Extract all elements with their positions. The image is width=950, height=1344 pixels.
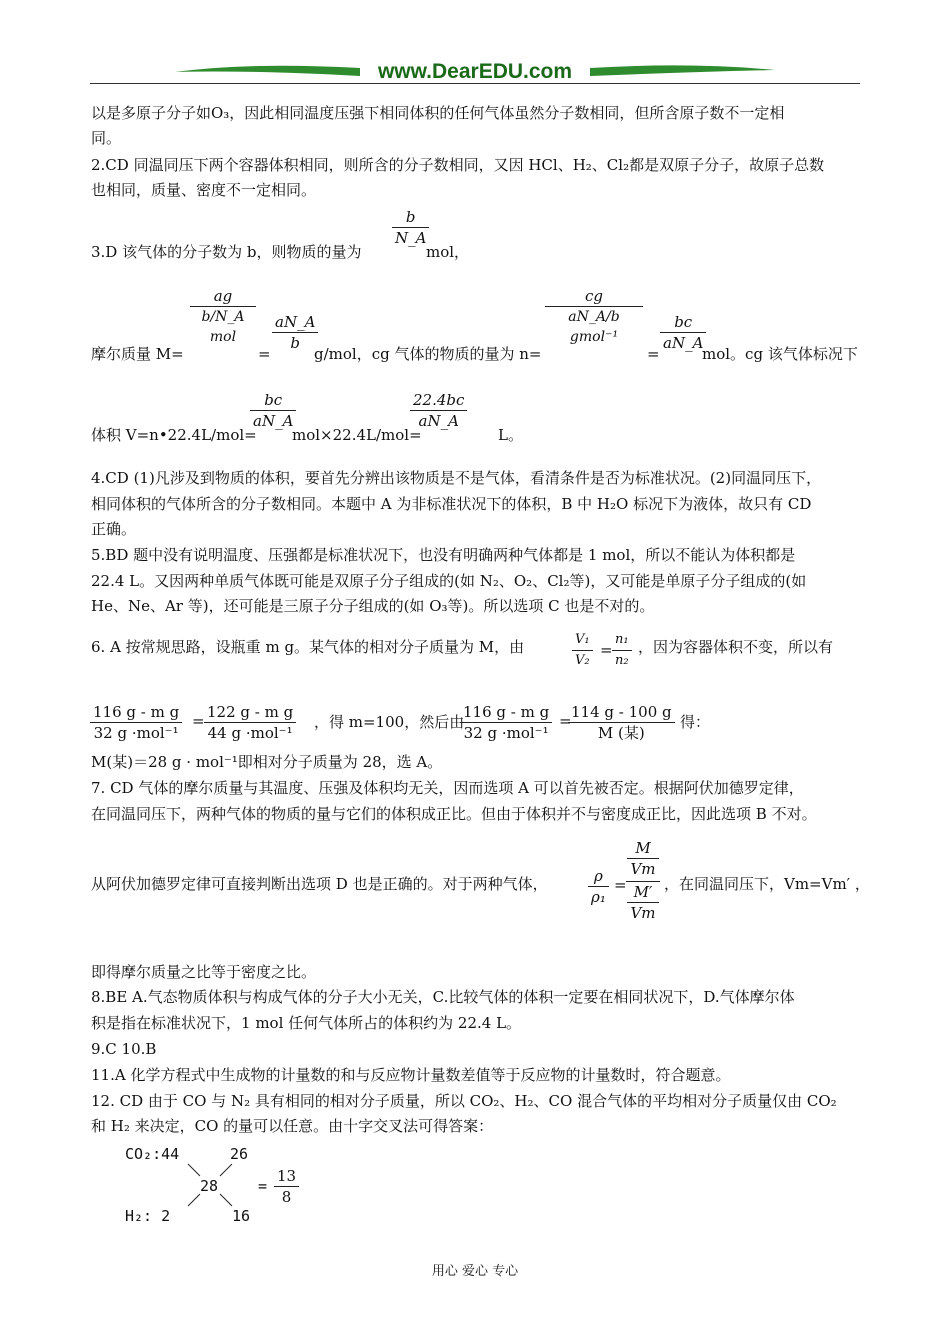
frac-den: aN_A/b gmol⁻¹ [568, 309, 620, 345]
text-span: 得： [680, 713, 711, 731]
frac-den: ρ₁ [591, 888, 606, 906]
text-span: ，因为容器体积不变，所以有 [638, 638, 834, 656]
equals-sign: = [192, 712, 205, 730]
frac-num: M′ [627, 882, 658, 903]
frac-den: aN_A [418, 412, 459, 430]
text-span: mol， [426, 243, 470, 261]
cross-result-eq: = [258, 1177, 268, 1195]
fraction-eq1-right [204, 702, 296, 743]
frac-num: ρ [588, 866, 609, 887]
fraction-b-over-NA [392, 207, 429, 248]
text-span: 6. A 按常规思路，设瓶重 m g。某气体的相对分子质量为 M，由 [91, 638, 525, 656]
frac-num: ag [190, 286, 256, 307]
text-span: 从阿伏加德罗定律可直接判断出选项 D 也是正确的。对于两种气体， [91, 875, 548, 893]
text-line: 正确。 [91, 520, 137, 538]
frac-den: b [290, 334, 300, 352]
text-span: 3.D 该气体的分子数为 b，则物质的量为 [91, 243, 362, 261]
text-span: mol×22.4L/mol= [292, 426, 422, 444]
frac-den: Vm [630, 860, 656, 878]
fraction-eq2-right [568, 702, 675, 743]
cross-top-right: 26 [230, 1145, 249, 1163]
text-line [91, 242, 361, 262]
frac-num: 116 g - m g [460, 702, 552, 723]
text-span: ，得 m=100，然后由 [314, 713, 465, 731]
text-line: He、Ne、Ar 等)，还可能是三原子分子组成的(如 O₃等)。所以选项 C 也是不对的。 [91, 597, 655, 615]
fraction-n1-n2 [612, 630, 632, 671]
cross-mid: 28 [200, 1177, 219, 1195]
frac-num: V₁ [572, 630, 593, 651]
text-line: 11.A 化学方程式中生成物的计量数的和与反应物计量数差值等于反应物的计量数时，符合题意。 [91, 1066, 731, 1084]
equals-sign: = [559, 712, 572, 730]
frac-den: V₂ [575, 653, 590, 668]
fraction-rho [588, 866, 609, 907]
frac-num: 116 g - m g [90, 702, 182, 723]
equals-sign: = [600, 641, 613, 659]
complex-fraction-2 [545, 286, 643, 347]
frac-den: N_A [395, 229, 427, 247]
text-line: 相同体积的气体所含的分子数相同。本题中 A 为非标准状况下的体积，B 中 H₂O 标况下为液体，故只有 CD [91, 495, 812, 513]
frac-num: 22.4bc [410, 390, 467, 411]
fraction-224bc-over-aNA [410, 390, 467, 431]
text-line: 同。 [91, 129, 122, 147]
text-line: M(某)＝28 g · mol⁻¹即相对分子质量为 28，选 A。 [91, 753, 443, 771]
frac-den: 8 [281, 1188, 292, 1206]
fraction-eq1-left [90, 702, 182, 743]
page-footer: 用心 爱心 专心 [431, 1264, 519, 1279]
text-span: L。 [498, 426, 523, 444]
cross-result-fraction [274, 1166, 299, 1207]
frac-num: bc [250, 390, 296, 411]
frac-den: aN_A [253, 412, 294, 430]
text-line: 9.C 10.B [91, 1040, 157, 1058]
text-line: 即得摩尔质量之比等于密度之比。 [91, 963, 317, 981]
text-line: 也相同，质量、密度不一定相同。 [91, 181, 317, 199]
frac-den: b/N_A mol [201, 309, 245, 345]
text-line: 和 H₂ 来决定，CO 的量可以任意。由十字交叉法可得答案： [91, 1117, 494, 1135]
text-line: 7. CD 气体的摩尔质量与其温度、压强及体积均无关，因而选项 A 可以首先被否定。根据阿伏加德罗定律， [91, 779, 804, 797]
text-line: 4.CD (1)凡涉及到物质的体积，要首先分辨出该物质是不是气体，看清条件是否为标准状况。(2)同温同压下， [91, 469, 822, 487]
frac-num: M [627, 838, 658, 859]
text-span: mol。cg 该气体标况下 [702, 345, 858, 363]
frac-num: cg [545, 286, 643, 307]
logo-text: www.DearEDU.com [377, 60, 573, 83]
fraction-aNA-over-b [272, 312, 318, 353]
cross-h2: H₂: 2 [125, 1207, 171, 1225]
frac-num: b [392, 207, 429, 228]
text-line: 2.CD 同温同压下两个容器体积相同，则所含的分子数相同，又因 HCl、H₂、Cl₂都是双原子分子，故原子总数 [91, 156, 825, 174]
cross-co2: CO₂:44 [125, 1145, 180, 1163]
header-rule [90, 83, 860, 84]
cross-bottom-right: 16 [232, 1207, 251, 1225]
frac-num: bc [660, 312, 706, 333]
fraction-bc-over-aNA-2 [250, 390, 296, 431]
text-line: 12. CD 由于 CO 与 N₂ 具有相同的相对分子质量，所以 CO₂、H₂、CO 混合气体的平均相对分子质量仅由 CO₂ [91, 1092, 837, 1110]
complex-fraction-molar [626, 838, 660, 923]
frac-den: 44 g ·mol⁻¹ [207, 724, 293, 742]
text-span: 体积 V=n•22.4L/mol= [91, 426, 257, 444]
text-line: 8.BE A.气态物质体积与构成气体的分子大小无关，C.比较气体的体积一定要在相同状况下，D.气体摩尔体 [91, 988, 795, 1006]
frac-num: n₁ [612, 630, 632, 651]
frac-num: 122 g - m g [204, 702, 296, 723]
text-line: 以是多原子分子如O₃，因此相同温度压强下相同体积的任何气体虽然分子数相同，但所含原子数不一定相 [91, 104, 785, 122]
text-span: ，在同温同压下，Vm=Vm′ ， [664, 875, 870, 893]
frac-den: aN_A [663, 334, 704, 352]
complex-fraction-1 [190, 286, 256, 347]
frac-num: 13 [274, 1166, 299, 1187]
text-span: g/mol，cg 气体的物质的量为 n= [314, 345, 542, 363]
frac-num: 114 g - 100 g [568, 702, 675, 723]
equals-sign: = [614, 876, 627, 894]
frac-den: M (某) [597, 724, 645, 742]
text-line: 在同温同压下，两种气体的物质的量与它们的体积成正比。但由于体积并不与密度成正比，因此选项 B 不对。 [91, 805, 817, 823]
frac-den: 32 g ·mol⁻¹ [93, 724, 179, 742]
text-span: = [647, 345, 660, 363]
fraction-bc-over-aNA [660, 312, 706, 353]
frac-den: n₂ [615, 653, 629, 668]
frac-num: aN_A [272, 312, 318, 333]
text-line: 5.BD 题中没有说明温度、压强都是标准状况下，也没有明确两种气体都是 1 mol，所以不能认为体积都是 [91, 546, 796, 564]
text-span: = [258, 345, 271, 363]
text-span: 摩尔质量 M= [91, 345, 184, 363]
cross-lines-icon [180, 1160, 240, 1210]
text-line: 积是指在标准状况下，1 mol 任何气体所占的体积约为 22.4 L。 [91, 1014, 522, 1032]
frac-den: Vm [630, 904, 656, 922]
frac-den: 32 g ·mol⁻¹ [463, 724, 549, 742]
fraction-V1-V2 [572, 630, 593, 671]
header-logo [170, 58, 780, 86]
fraction-eq2-left [460, 702, 552, 743]
text-line: 22.4 L。又因两种单质气体既可能是双原子分子组成的(如 N₂、O₂、Cl₂等)，又可能是单原子分子组成的(如 [91, 572, 807, 590]
